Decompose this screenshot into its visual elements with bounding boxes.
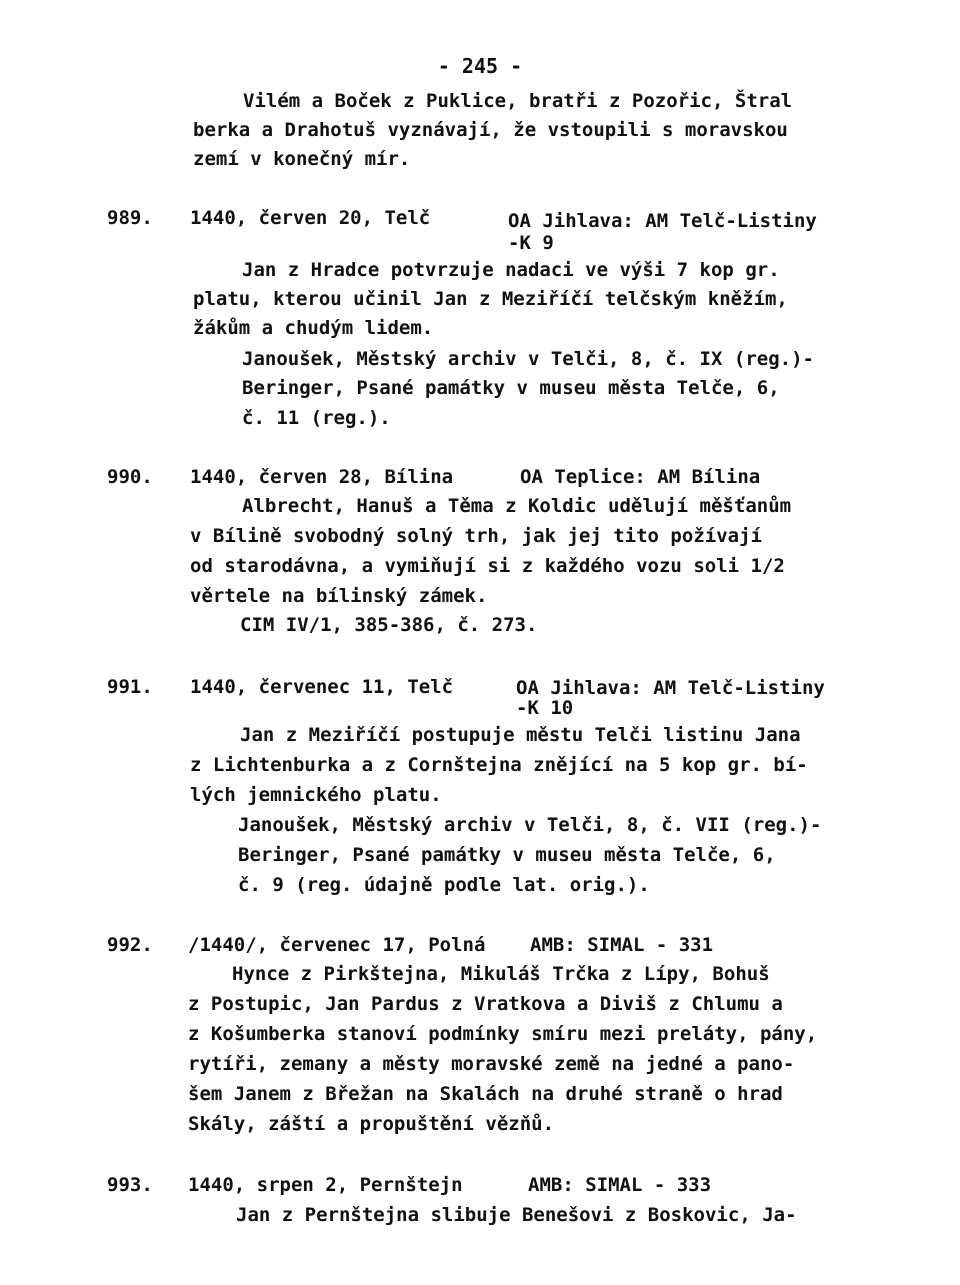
entry-line: šem Janem z Břežan na Skalách na druhé straně o hrad bbox=[188, 1083, 783, 1105]
intro-line: berka a Drahotuš vyznávají, že vstoupili s moravskou bbox=[193, 119, 788, 141]
entry-line: Jan z Pernštejna slibuje Benešovi z Boskovic, Ja- bbox=[236, 1204, 797, 1226]
intro-line: zemí v konečný mír. bbox=[193, 148, 411, 170]
entry-line: Skály, záští a propuštění vězňů. bbox=[188, 1113, 555, 1135]
entry-line: Beringer, Psané památky v museu města Telče, 6, bbox=[242, 377, 780, 399]
entry-line: Beringer, Psané památky v museu města Telče, 6, bbox=[238, 844, 776, 866]
entry-line: věrtele na bílinský zámek. bbox=[190, 585, 488, 607]
entry-line: z Postupic, Jan Pardus z Vratkova a Diviš z Chlumu a bbox=[188, 993, 783, 1015]
entry-line: č. 11 (reg.). bbox=[242, 407, 391, 429]
entry-line: Jan z Hradce potvrzuje nadaci ve výši 7 kop gr. bbox=[242, 259, 780, 281]
entry-header: 1440, srpen 2, Pernštejn bbox=[188, 1174, 463, 1196]
entry-archive: OA Jihlava: AM Telč-Listiny bbox=[508, 210, 817, 232]
entry-line: CIM IV/1, 385-386, č. 273. bbox=[240, 614, 538, 636]
entry-line: v Bílině svobodný solný trh, jak jej tito požívají bbox=[190, 525, 762, 547]
entry-line: č. 9 (reg. údajně podle lat. orig.). bbox=[238, 874, 650, 896]
entry-line: platu, kterou učinil Jan z Meziříčí telčským kněžím, bbox=[193, 288, 788, 310]
entry-header: 1440, červen 28, Bílina bbox=[190, 466, 454, 488]
entry-archive: OA Teplice: AM Bílina bbox=[520, 466, 761, 488]
entry-archive-cont: -K 9 bbox=[508, 232, 554, 254]
entry-number: 989. bbox=[107, 207, 153, 229]
entry-number: 991. bbox=[107, 676, 153, 698]
entry-number: 990. bbox=[107, 466, 153, 488]
entry-archive-cont: -K 10 bbox=[516, 697, 574, 719]
entry-header: 1440, červen 20, Telč bbox=[190, 207, 431, 229]
entry-number: 993. bbox=[107, 1174, 153, 1196]
entry-archive: OA Jihlava: AM Telč-Listiny bbox=[516, 677, 825, 699]
entry-line: žákům a chudým lidem. bbox=[193, 317, 434, 339]
entry-line: z Košumberka stanoví podmínky smíru mezi preláty, pány, bbox=[188, 1023, 818, 1045]
entry-line: Albrecht, Hanuš a Těma z Koldic udělují měšťanům bbox=[242, 495, 792, 517]
entry-line: rytíři, zemany a městy moravské země na jedné a pano- bbox=[188, 1053, 795, 1075]
page-number: - 245 - bbox=[437, 54, 523, 78]
entry-number: 992. bbox=[107, 934, 153, 956]
intro-line: Vilém a Boček z Puklice, bratři z Pozořic, Štral bbox=[243, 90, 793, 112]
entry-line: Jan z Meziříčí postupuje městu Telči listinu Jana bbox=[240, 724, 801, 746]
entry-line: z Lichtenburka a z Cornštejna znějící na 5 kop gr. bí- bbox=[190, 754, 808, 776]
entry-line: Hynce z Pirkštejna, Mikuláš Trčka z Lípy, Bohuš bbox=[232, 963, 770, 985]
entry-line: od starodávna, a vymiňují si z každého vozu soli 1/2 bbox=[190, 555, 785, 577]
entry-header: 1440, červenec 11, Telč bbox=[190, 676, 454, 698]
entry-archive: AMB: SIMAL - 331 bbox=[530, 934, 714, 956]
entry-header: /1440/, červenec 17, Polná bbox=[188, 934, 486, 956]
entry-line: Janoušek, Městský archiv v Telči, 8, č. IX (reg.)- bbox=[242, 348, 814, 370]
entry-archive: AMB: SIMAL - 333 bbox=[528, 1174, 712, 1196]
entry-line: Janoušek, Městský archiv v Telči, 8, č. VII (reg.)- bbox=[238, 814, 822, 836]
entry-line: lých jemnického platu. bbox=[190, 784, 442, 806]
